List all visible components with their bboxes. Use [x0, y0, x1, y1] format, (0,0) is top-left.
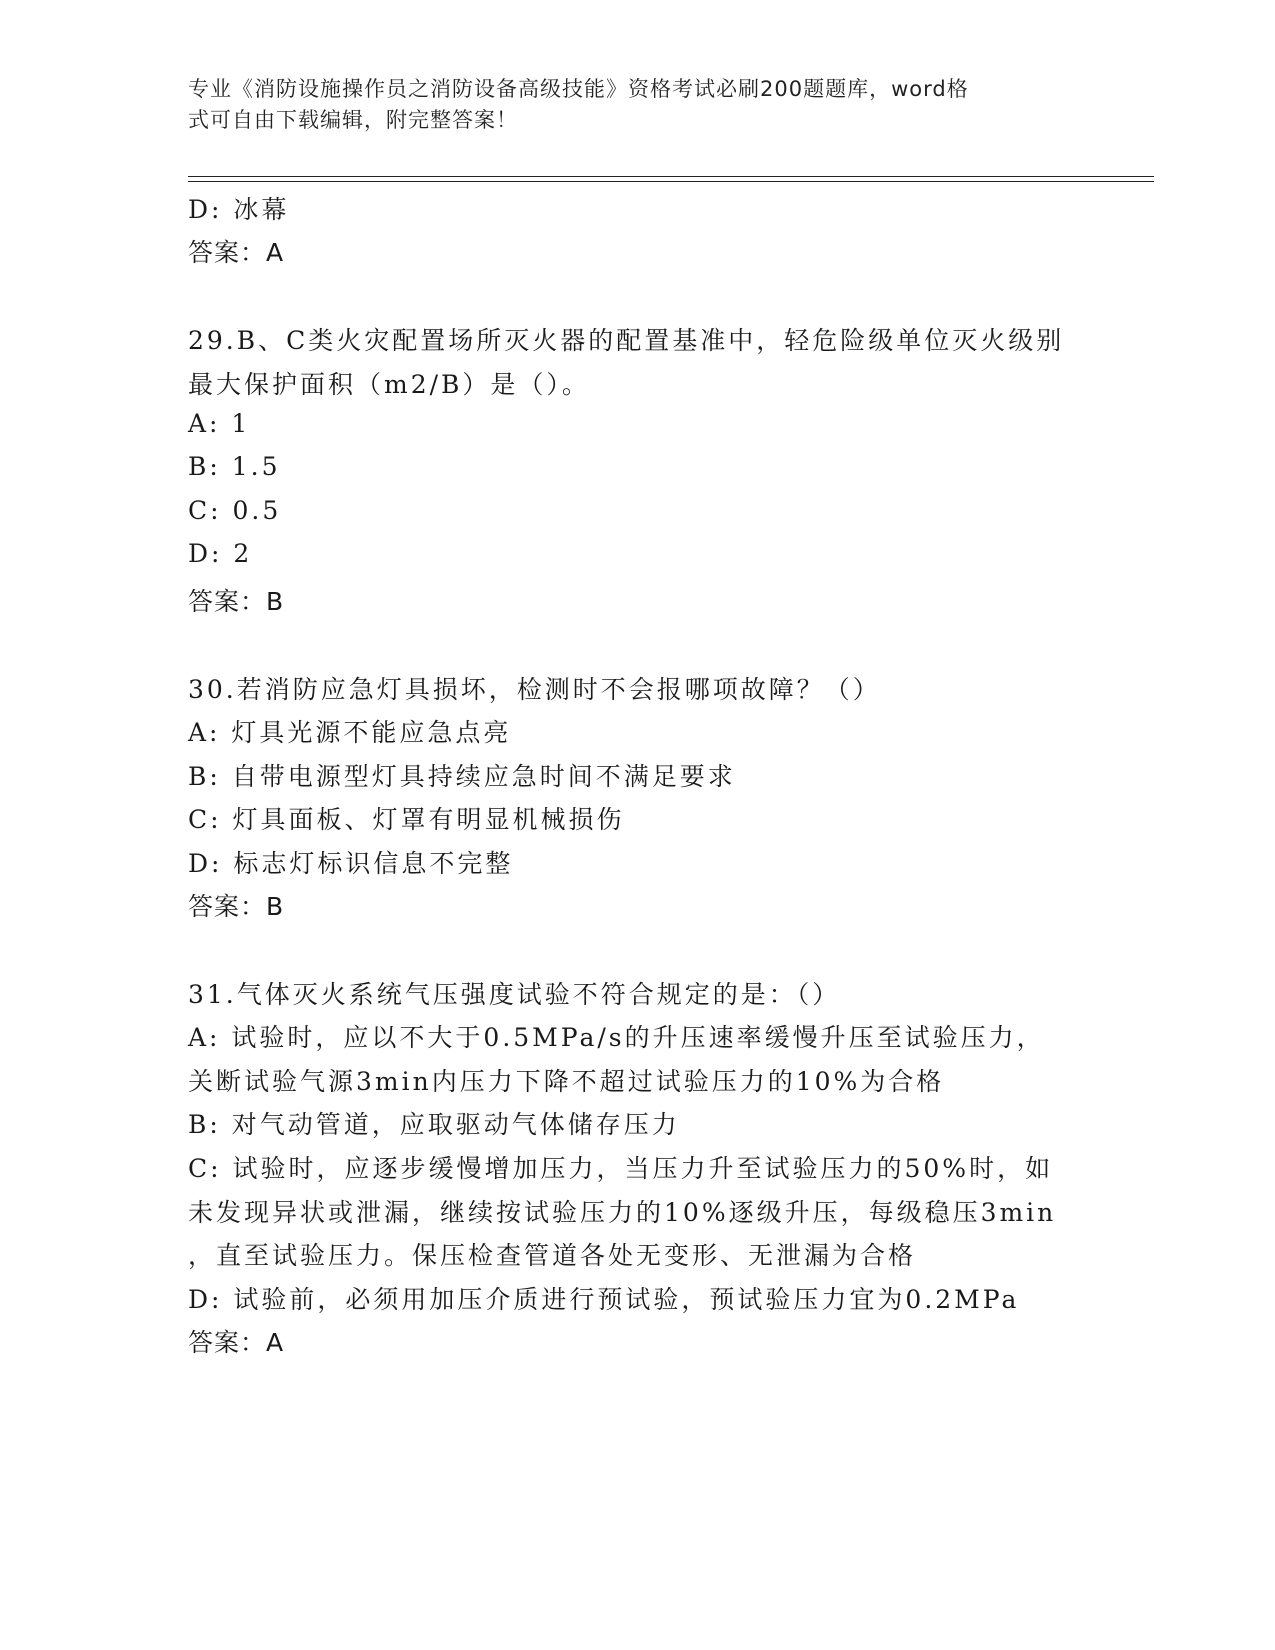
- q31-stem-line-1: 31.气体灭火系统气压强度试验不符合规定的是：（）: [188, 980, 841, 1009]
- prev-option-d: D: 冰幕: [188, 195, 290, 224]
- q31-option-c-line-1: C: 试验时，应逐步缓慢增加压力，当压力升至试验压力的50%时，如: [188, 1154, 1054, 1183]
- q31-option-a-line-1: A: 试验时，应以不大于0.5MPa/s的升压速率缓慢升压至试验压力，: [188, 1023, 1045, 1052]
- header-divider-top: [188, 176, 1154, 177]
- q29-answer: 答案：B: [188, 587, 285, 616]
- q30-option-b: B: 自带电源型灯具持续应急时间不满足要求: [188, 762, 736, 791]
- q29-option-a: A: 1: [188, 409, 251, 438]
- q31-option-c-line-2: 未发现异状或泄漏，继续按试验压力的10%逐级升压，每级稳压3min: [188, 1198, 1057, 1227]
- q31-option-d: D: 试验前，必须用加压介质进行预试验，预试验压力宜为0.2MPa: [188, 1285, 1020, 1314]
- q31-option-c-line-3: ，直至试验压力。保压检查管道各处无变形、无泄漏为合格: [188, 1241, 917, 1270]
- header-line-1: 专业《消防设施操作员之消防设备高级技能》资格考试必刷200题题库，word格: [188, 77, 969, 101]
- header-line-2: 式可自由下载编辑，附完整答案！: [188, 108, 518, 132]
- q29-option-d: D: 2: [188, 539, 253, 568]
- prev-answer: 答案：A: [188, 238, 285, 267]
- q29-stem-line-1: 29.B、C类火灾配置场所灭火器的配置基准中，轻危险级单位灭火级别: [188, 326, 1065, 355]
- page-header: [188, 74, 1088, 136]
- q29-option-c: C: 0.5: [188, 496, 282, 525]
- q30-option-d: D: 标志灯标识信息不完整: [188, 849, 514, 878]
- q30-option-c: C: 灯具面板、灯罩有明显机械损伤: [188, 805, 625, 834]
- q30-answer: 答案：B: [188, 892, 285, 921]
- header-divider-bottom: [188, 181, 1154, 182]
- q29-option-b: B: 1.5: [188, 452, 281, 481]
- q30-option-a: A: 灯具光源不能应急点亮: [188, 718, 512, 747]
- q31-option-b: B: 对气动管道，应取驱动气体储存压力: [188, 1110, 680, 1139]
- q31-answer: 答案：A: [188, 1328, 285, 1357]
- q29-stem-line-2: 最大保护面积（m2/B）是（）。: [188, 370, 590, 399]
- q30-stem-line-1: 30.若消防应急灯具损坏，检测时不会报哪项故障？（）: [188, 675, 881, 704]
- q31-option-a-line-2: 关断试验气源3min内压力下降不超过试验压力的10%为合格: [188, 1067, 945, 1096]
